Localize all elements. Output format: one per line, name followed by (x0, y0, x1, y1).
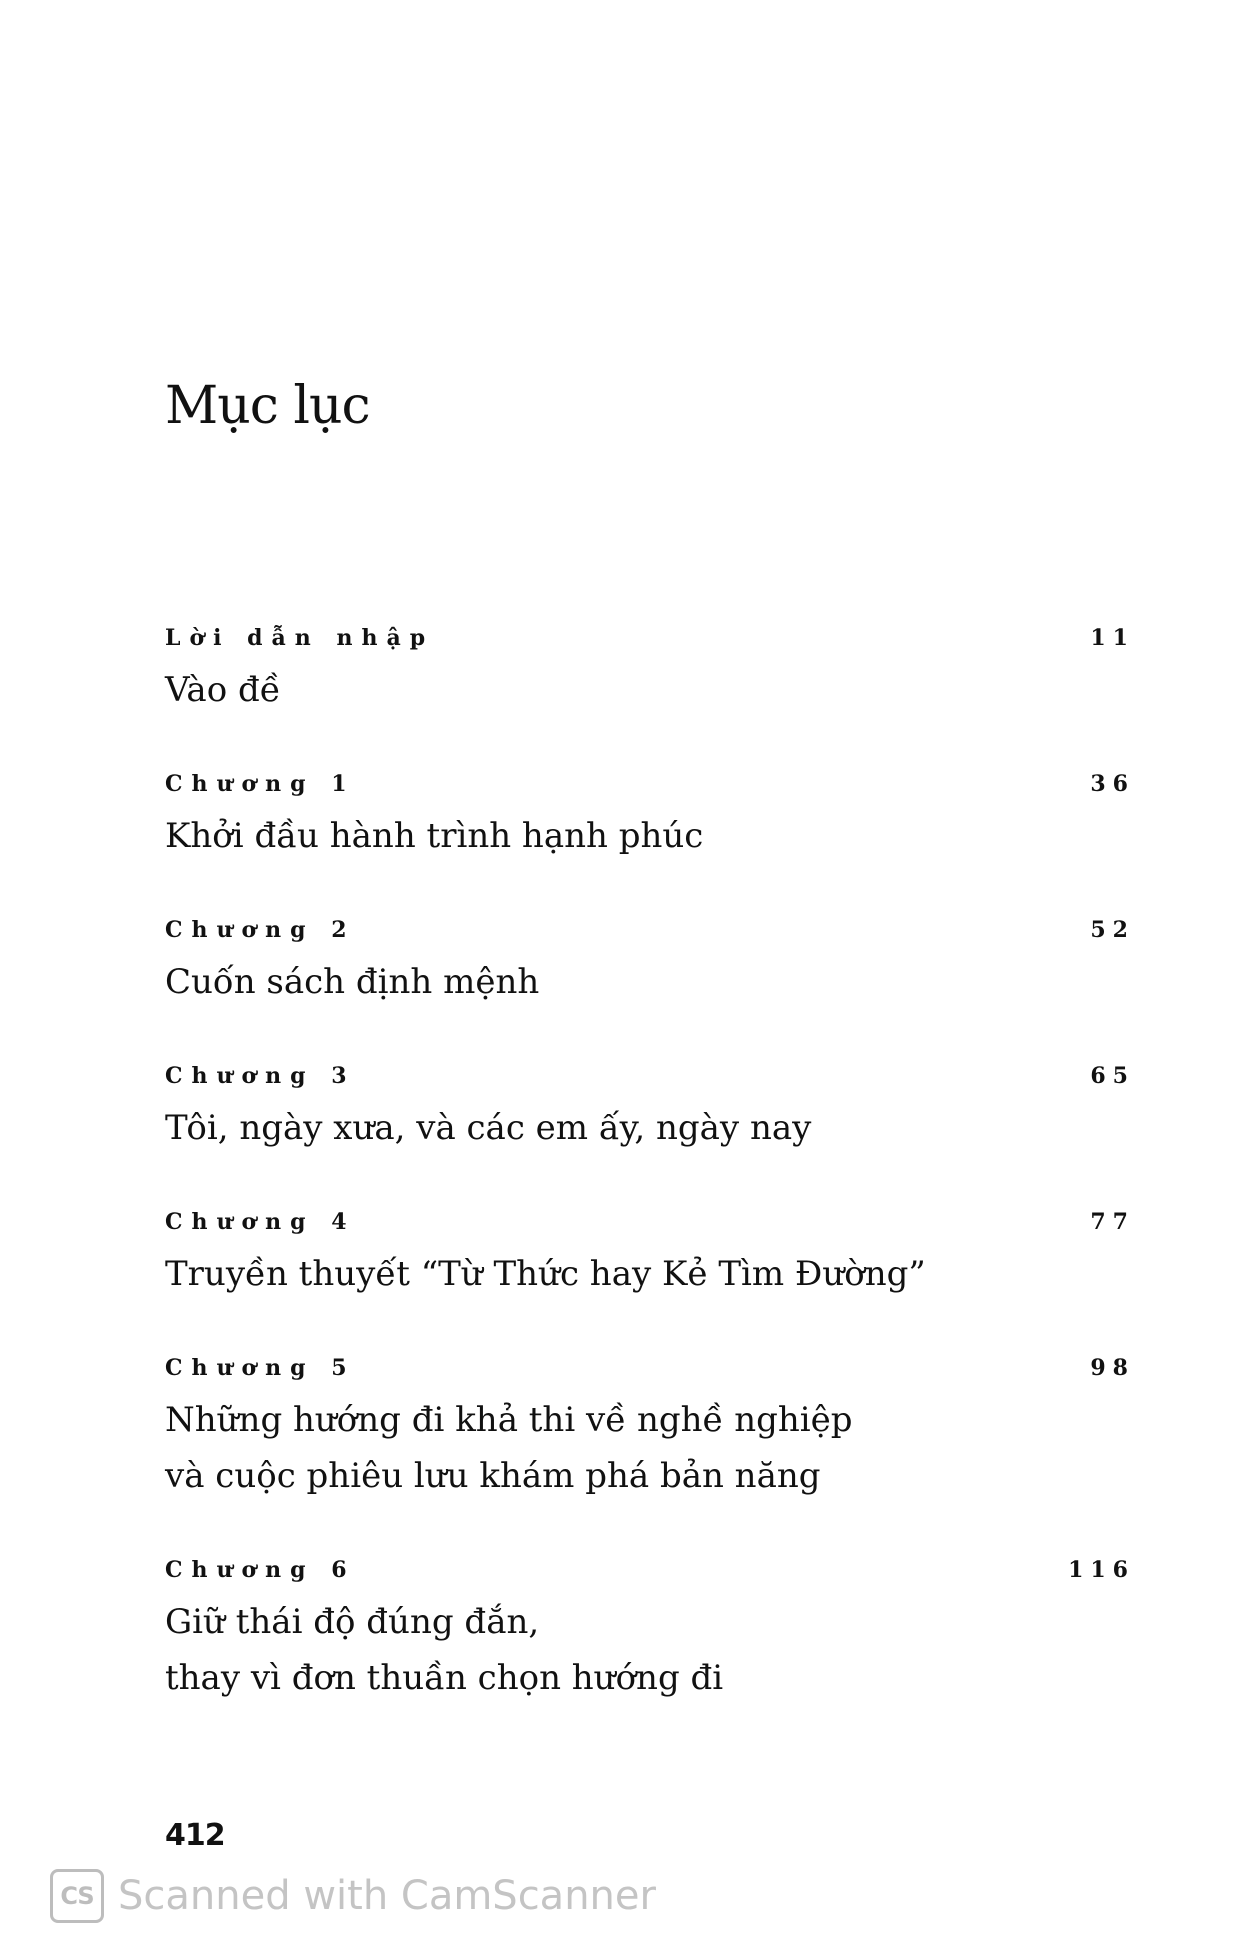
toc-list (165, 620, 1135, 1754)
toc-entry-chapter-1 (165, 766, 1135, 864)
entry-page-number: 98 (1090, 1355, 1135, 1381)
toc-entry-intro (165, 620, 1135, 718)
entry-title-line: Khởi đầu hành trình hạnh phúc (165, 816, 704, 856)
toc-entry-chapter-2 (165, 912, 1135, 1010)
entry-label: Chương 1 (165, 771, 356, 797)
camscanner-watermark (50, 1866, 656, 1926)
entry-label: Chương 4 (165, 1209, 356, 1235)
entry-label: Chương 2 (165, 917, 356, 943)
entry-page-number: 36 (1090, 771, 1135, 797)
entry-title-line: Truyền thuyết “Từ Thức hay Kẻ Tìm Đường” (165, 1254, 926, 1294)
entry-page-number: 65 (1090, 1063, 1135, 1089)
page-number: 412 (165, 1818, 225, 1853)
entry-title-line: Vào đề (165, 670, 281, 710)
entry-head (165, 766, 1135, 802)
entry-head (165, 620, 1135, 656)
toc-entry-chapter-5 (165, 1350, 1135, 1504)
entry-head (165, 912, 1135, 948)
entry-title-line: Giữ thái độ đúng đắn, (165, 1602, 540, 1642)
entry-title-line: Tôi, ngày xưa, và các em ấy, ngày nay (165, 1108, 812, 1148)
entry-head (165, 1204, 1135, 1240)
entry-label: Chương 6 (165, 1557, 356, 1583)
camscanner-logo-icon: CS (50, 1869, 104, 1923)
entry-title-line: thay vì đơn thuần chọn hướng đi (165, 1658, 724, 1698)
watermark-text: Scanned with CamScanner (118, 1873, 656, 1919)
entry-page-number: 77 (1090, 1209, 1135, 1235)
entry-page-number: 116 (1068, 1557, 1135, 1583)
entry-page-number: 11 (1090, 625, 1135, 651)
toc-entry-chapter-6 (165, 1552, 1135, 1706)
entry-page-number: 52 (1090, 917, 1135, 943)
entry-title-line: và cuộc phiêu lưu khám phá bản năng (165, 1456, 821, 1496)
toc-entry-chapter-4 (165, 1204, 1135, 1302)
toc-entry-chapter-3 (165, 1058, 1135, 1156)
entry-title-line: Những hướng đi khả thi về nghề nghiệp (165, 1400, 853, 1440)
entry-head (165, 1058, 1135, 1094)
toc-title: Mục lục (165, 376, 370, 436)
entry-label: Lời dẫn nhập (165, 625, 435, 651)
entry-label: Chương 3 (165, 1063, 356, 1089)
entry-label: Chương 5 (165, 1355, 356, 1381)
entry-title-line: Cuốn sách định mệnh (165, 962, 540, 1002)
entry-head (165, 1552, 1135, 1588)
entry-head (165, 1350, 1135, 1386)
